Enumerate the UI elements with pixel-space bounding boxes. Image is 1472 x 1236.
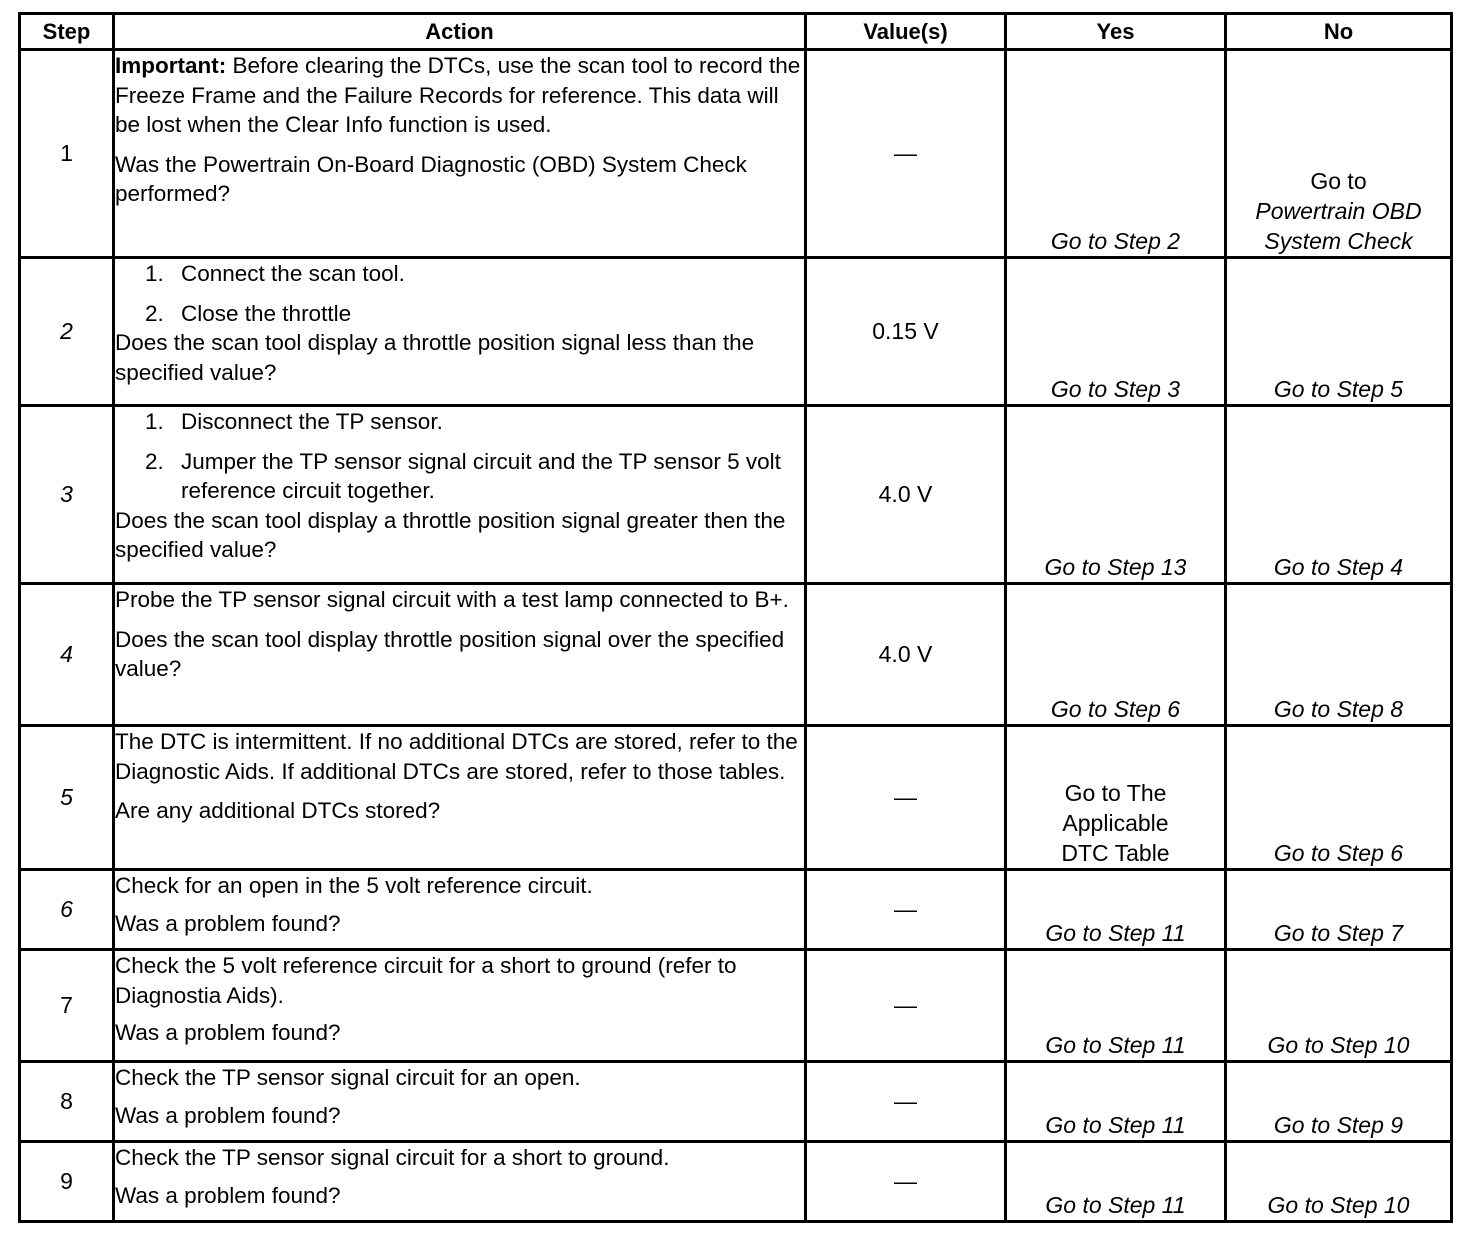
yes-cell[interactable]: Go to Step 11: [1006, 1142, 1226, 1222]
action-text: Check the TP sensor signal circuit for a short to ground.: [115, 1145, 670, 1170]
action-cell: [114, 1062, 806, 1142]
step-number: 4: [20, 584, 114, 726]
table-row: [20, 950, 1452, 1062]
table-row: [20, 258, 1452, 406]
yes-cell[interactable]: Go to Step 3: [1006, 258, 1226, 406]
substep-list: [115, 259, 804, 328]
table-row: [20, 870, 1452, 950]
no-cell[interactable]: Go to Step 7: [1226, 870, 1452, 950]
action-text: The DTC is intermittent. If no additional DTCs are stored, refer to the Diagnostic Aids. If additional DTCs are stored, refer to those tables.: [115, 729, 798, 784]
important-label: Important:: [115, 53, 227, 78]
substep-item: 2. Jumper the TP sensor signal circuit and the TP sensor 5 volt reference circuit together.: [145, 448, 781, 503]
header-values: Value(s): [806, 14, 1006, 50]
value-cell: —: [806, 50, 1006, 258]
step-number: 6: [20, 870, 114, 950]
yes-cell[interactable]: Go to Step 11: [1006, 1062, 1226, 1142]
step-number: 5: [20, 726, 114, 870]
yes-cell[interactable]: Go to The Applicable DTC Table: [1006, 726, 1226, 870]
table-row: [20, 1062, 1452, 1142]
no-cell[interactable]: Go to Step 10: [1226, 950, 1452, 1062]
action-question: Was the Powertrain On-Board Diagnostic (OBD) System Check performed?: [115, 151, 747, 206]
yes-cell[interactable]: Go to Step 13: [1006, 406, 1226, 584]
step-number: 7: [20, 950, 114, 1062]
no-link[interactable]: Powertrain OBD System Check: [1255, 198, 1422, 254]
action-cell: [114, 950, 806, 1062]
diagnostic-table: [18, 12, 1453, 1223]
value-cell: —: [806, 870, 1006, 950]
table-row: [20, 1142, 1452, 1222]
action-question: Are any additional DTCs stored?: [115, 798, 441, 823]
value-cell: —: [806, 726, 1006, 870]
important-text: Before clearing the DTCs, use the scan tool to record the Freeze Frame and the Failure Records for reference. This data will be lost when the Clear Info function is used.: [115, 53, 801, 137]
no-cell[interactable]: [1226, 50, 1452, 258]
header-row: [20, 14, 1452, 50]
value-cell: 4.0 V: [806, 406, 1006, 584]
substep-list: [115, 407, 804, 506]
header-action: Action: [114, 14, 806, 50]
action-question: Was a problem found?: [115, 1182, 341, 1208]
table-row: [20, 406, 1452, 584]
action-cell: [114, 258, 806, 406]
action-cell: [114, 406, 806, 584]
table-row: [20, 726, 1452, 870]
no-prefix: Go to: [1310, 168, 1367, 194]
no-cell[interactable]: Go to Step 9: [1226, 1062, 1452, 1142]
value-cell: 0.15 V: [806, 258, 1006, 406]
step-number: 3: [20, 406, 114, 584]
table-row: [20, 50, 1452, 258]
yes-cell[interactable]: Go to Step 6: [1006, 584, 1226, 726]
action-cell: [114, 726, 806, 870]
action-cell: [114, 50, 806, 258]
yes-cell[interactable]: Go to Step 11: [1006, 950, 1226, 1062]
action-question: Was a problem found?: [115, 1020, 341, 1045]
action-cell: [114, 1142, 806, 1222]
action-question: Does the scan tool display a throttle position signal less than the specified value?: [115, 330, 755, 385]
no-cell[interactable]: Go to Step 4: [1226, 406, 1452, 584]
action-text: Probe the TP sensor signal circuit with a test lamp connected to B+.: [115, 587, 789, 612]
action-text: Check the 5 volt reference circuit for a short to ground (refer to Diagnostia Aids).: [115, 953, 737, 1008]
step-number: 8: [20, 1062, 114, 1142]
yes-cell[interactable]: Go to Step 11: [1006, 870, 1226, 950]
action-question: Does the scan tool display throttle position signal over the specified value?: [115, 626, 785, 681]
value-cell: —: [806, 950, 1006, 1062]
substep-item: 2. Close the throttle: [145, 300, 352, 326]
yes-cell[interactable]: Go to Step 2: [1006, 50, 1226, 258]
action-cell: [114, 870, 806, 950]
action-question: Was a problem found?: [115, 1102, 341, 1128]
step-number: 9: [20, 1142, 114, 1222]
table-row: [20, 584, 1452, 726]
value-cell: —: [806, 1142, 1006, 1222]
step-number: 2: [20, 258, 114, 406]
action-question: Was a problem found?: [115, 910, 341, 936]
header-yes: Yes: [1006, 14, 1226, 50]
action-cell: [114, 584, 806, 726]
value-cell: —: [806, 1062, 1006, 1142]
action-text: Check the TP sensor signal circuit for an open.: [115, 1065, 581, 1090]
action-text: [115, 51, 804, 140]
step-number: 1: [20, 50, 114, 258]
header-step: Step: [20, 14, 114, 50]
action-question: Does the scan tool display a throttle position signal greater then the specified value?: [115, 507, 786, 562]
substep-item: 1. Disconnect the TP sensor.: [145, 409, 443, 434]
no-cell[interactable]: Go to Step 5: [1226, 258, 1452, 406]
no-cell[interactable]: Go to Step 6: [1226, 726, 1452, 870]
no-cell[interactable]: Go to Step 10: [1226, 1142, 1452, 1222]
header-no: No: [1226, 14, 1452, 50]
value-cell: 4.0 V: [806, 584, 1006, 726]
no-cell[interactable]: Go to Step 8: [1226, 584, 1452, 726]
action-text: Check for an open in the 5 volt reference circuit.: [115, 873, 593, 898]
substep-item: 1. Connect the scan tool.: [145, 261, 405, 286]
